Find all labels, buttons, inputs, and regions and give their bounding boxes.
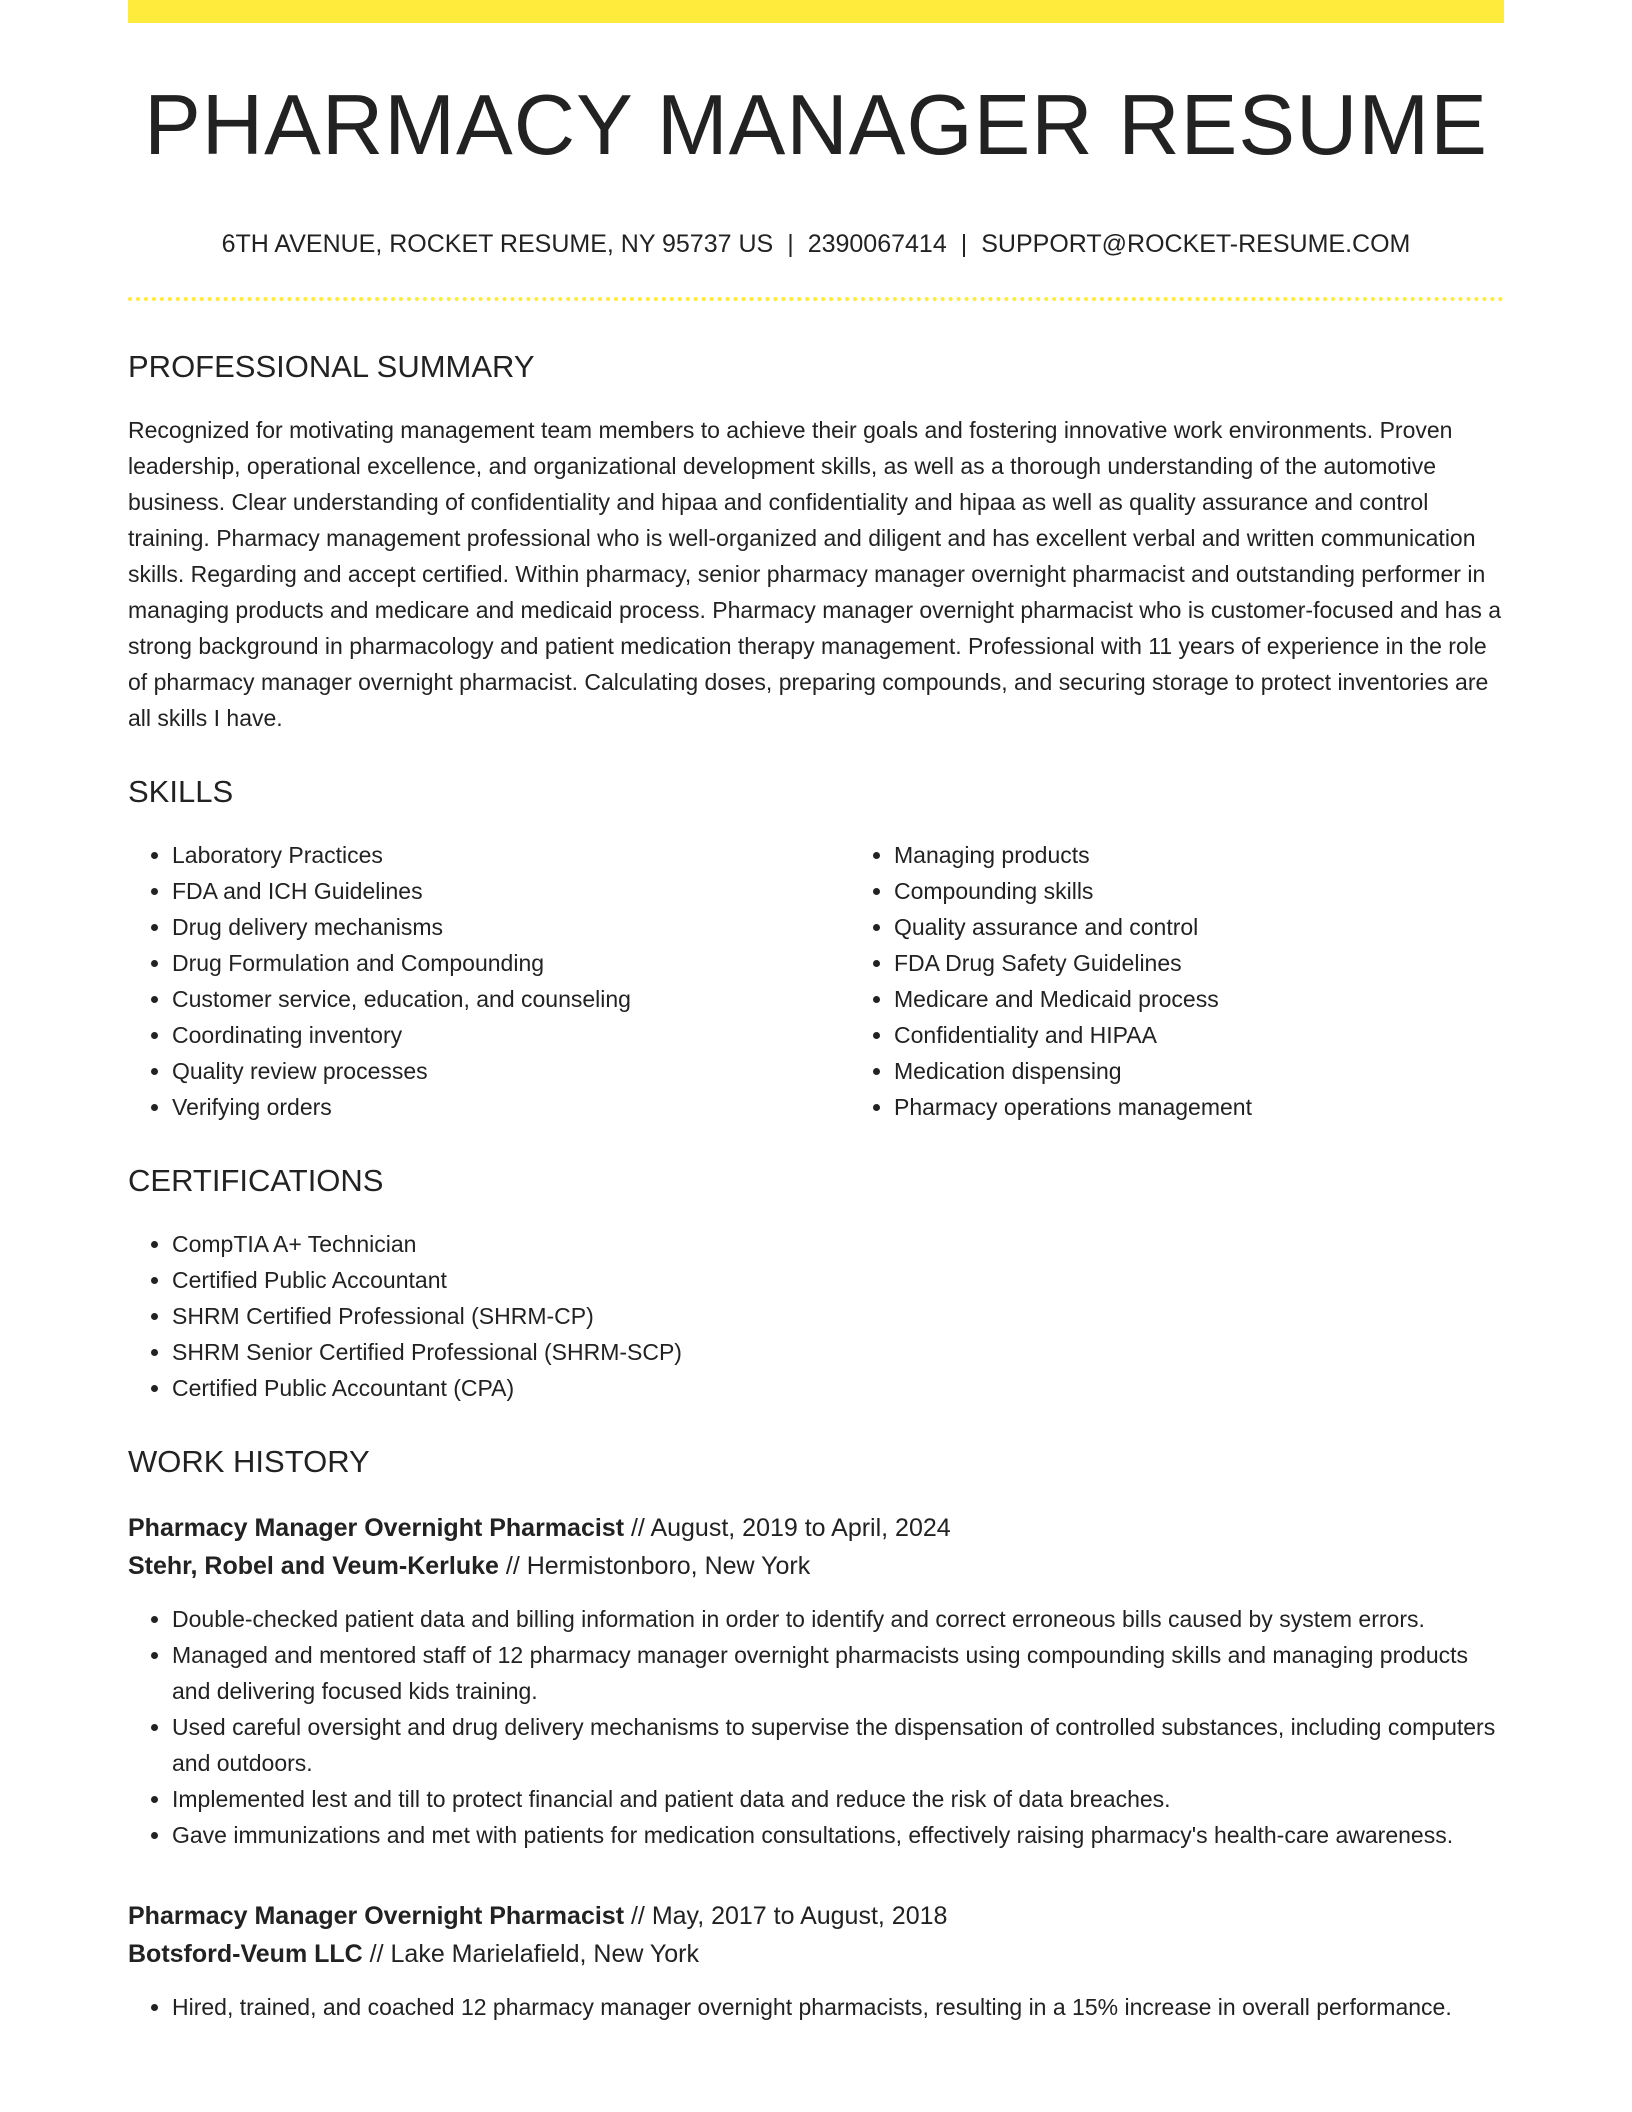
job-company-line (128, 1935, 1504, 1973)
certification-item: • SHRM Senior Certified Professional (SHRM-SCP) (172, 1334, 1504, 1370)
skill-item: • Compounding skills (894, 873, 1572, 909)
dotted-divider (128, 297, 1504, 301)
job-bullet: • Managed and mentored staff of 12 pharmacy manager overnight pharmacists using compounding skills and managing products and delivering focused kids training. (172, 1637, 1504, 1709)
skill-item: • Pharmacy operations management (894, 1089, 1572, 1125)
skill-item: • Drug Formulation and Compounding (172, 945, 850, 981)
job-company-line (128, 1547, 1504, 1585)
work-history-heading: WORK HISTORY (128, 1444, 370, 1479)
job-location: // Hermistonboro, New York (505, 1552, 811, 1580)
skill-item: • FDA and ICH Guidelines (172, 873, 850, 909)
skill-item: • Customer service, education, and counseling (172, 981, 850, 1017)
skills-columns (128, 837, 1504, 1125)
contact-separator: | (960, 230, 968, 258)
job-dates: // May, 2017 to August, 2018 (630, 1902, 948, 1930)
skill-item: • Coordinating inventory (172, 1017, 850, 1053)
certification-item: • CompTIA A+ Technician (172, 1226, 1504, 1262)
job-bullet: • Gave immunizations and met with patients for medication consultations, effectively raising pharmacy's health-care awareness. (172, 1817, 1504, 1853)
contact-separator: | (787, 230, 794, 258)
skill-item: • Medication dispensing (894, 1053, 1572, 1089)
certification-item: • Certified Public Accountant (172, 1262, 1504, 1298)
job-bullets (128, 1601, 1504, 1853)
job-dates: // August, 2019 to April, 2024 (630, 1514, 951, 1542)
job-title-line (128, 1897, 1504, 1935)
skills-left-list (128, 837, 850, 1125)
certifications-heading: CERTIFICATIONS (128, 1163, 384, 1198)
skill-item: • Managing products (894, 837, 1572, 873)
skill-item: • Laboratory Practices (172, 837, 850, 873)
job-entry (128, 1897, 1504, 2025)
resume-title: PHARMACY MANAGER RESUME (144, 78, 1488, 173)
contact-phone: 2390067414 (807, 230, 947, 258)
contact-email: SUPPORT@ROCKET-RESUME.COM (981, 230, 1411, 258)
job-bullets (128, 1989, 1504, 2025)
skill-item: • FDA Drug Safety Guidelines (894, 945, 1572, 981)
summary-heading: PROFESSIONAL SUMMARY (128, 349, 535, 384)
job-title-line (128, 1509, 1504, 1547)
resume-page (128, 0, 1504, 2025)
job-location: // Lake Marielafield, New York (369, 1940, 700, 1968)
job-bullet: • Hired, trained, and coached 12 pharmacy manager overnight pharmacists, resulting in a 15% increase in overall performance. (172, 1989, 1504, 2025)
contact-address: 6TH AVENUE, ROCKET RESUME, NY 95737 US (221, 230, 774, 258)
skill-item: • Quality assurance and control (894, 909, 1572, 945)
job-bullet: • Implemented lest and till to protect financial and patient data and reduce the risk of data breaches. (172, 1781, 1504, 1817)
certification-item: • Certified Public Accountant (CPA) (172, 1370, 1504, 1406)
job-entry (128, 1509, 1504, 1853)
summary-text: Recognized for motivating management team members to achieve their goals and fostering innovative work environments. Proven leadership, operational excellence, and organizational development skills, as well as a thorough understanding of the automotive business. Clear understanding of confidentiality and hipaa and confidentiality and hipaa as well as quality assurance and control training. Pharmacy management professional who is well-organized and diligent and has excellent verbal and written communication skills. Regarding and accept certified. Within pharmacy, senior pharmacy manager overnight pharmacist and outstanding performer in managing products and medicare and medicaid process. Pharmacy manager overnight pharmacist who is customer-focused and has a strong background in pharmacology and patient medication therapy management. Professional with 11 years of experience in the role of pharmacy manager overnight pharmacist. Calculating doses, preparing compounds, and securing storage to protect inventories are all skills I have. (128, 417, 1502, 731)
skill-item: • Drug delivery mechanisms (172, 909, 850, 945)
skill-item: • Verifying orders (172, 1089, 850, 1125)
contact-line (128, 232, 1504, 257)
certifications-list (128, 1226, 1504, 1406)
job-role: Pharmacy Manager Overnight Pharmacist (128, 1902, 625, 1930)
skills-right-list (850, 837, 1572, 1125)
certification-item: • SHRM Certified Professional (SHRM-CP) (172, 1298, 1504, 1334)
skill-item: • Quality review processes (172, 1053, 850, 1089)
top-accent-bar (128, 0, 1504, 23)
job-company: Botsford-Veum LLC (128, 1940, 363, 1968)
skill-item: • Medicare and Medicaid process (894, 981, 1572, 1017)
job-role: Pharmacy Manager Overnight Pharmacist (128, 1514, 625, 1542)
skills-heading: SKILLS (128, 774, 234, 809)
job-company: Stehr, Robel and Veum-Kerluke (128, 1552, 499, 1580)
job-bullet: • Used careful oversight and drug delivery mechanisms to supervise the dispensation of controlled substances, including computers and outdoors. (172, 1709, 1504, 1781)
job-bullet: • Double-checked patient data and billing information in order to identify and correct erroneous bills caused by system errors. (172, 1601, 1504, 1637)
skill-item: • Confidentiality and HIPAA (894, 1017, 1572, 1053)
